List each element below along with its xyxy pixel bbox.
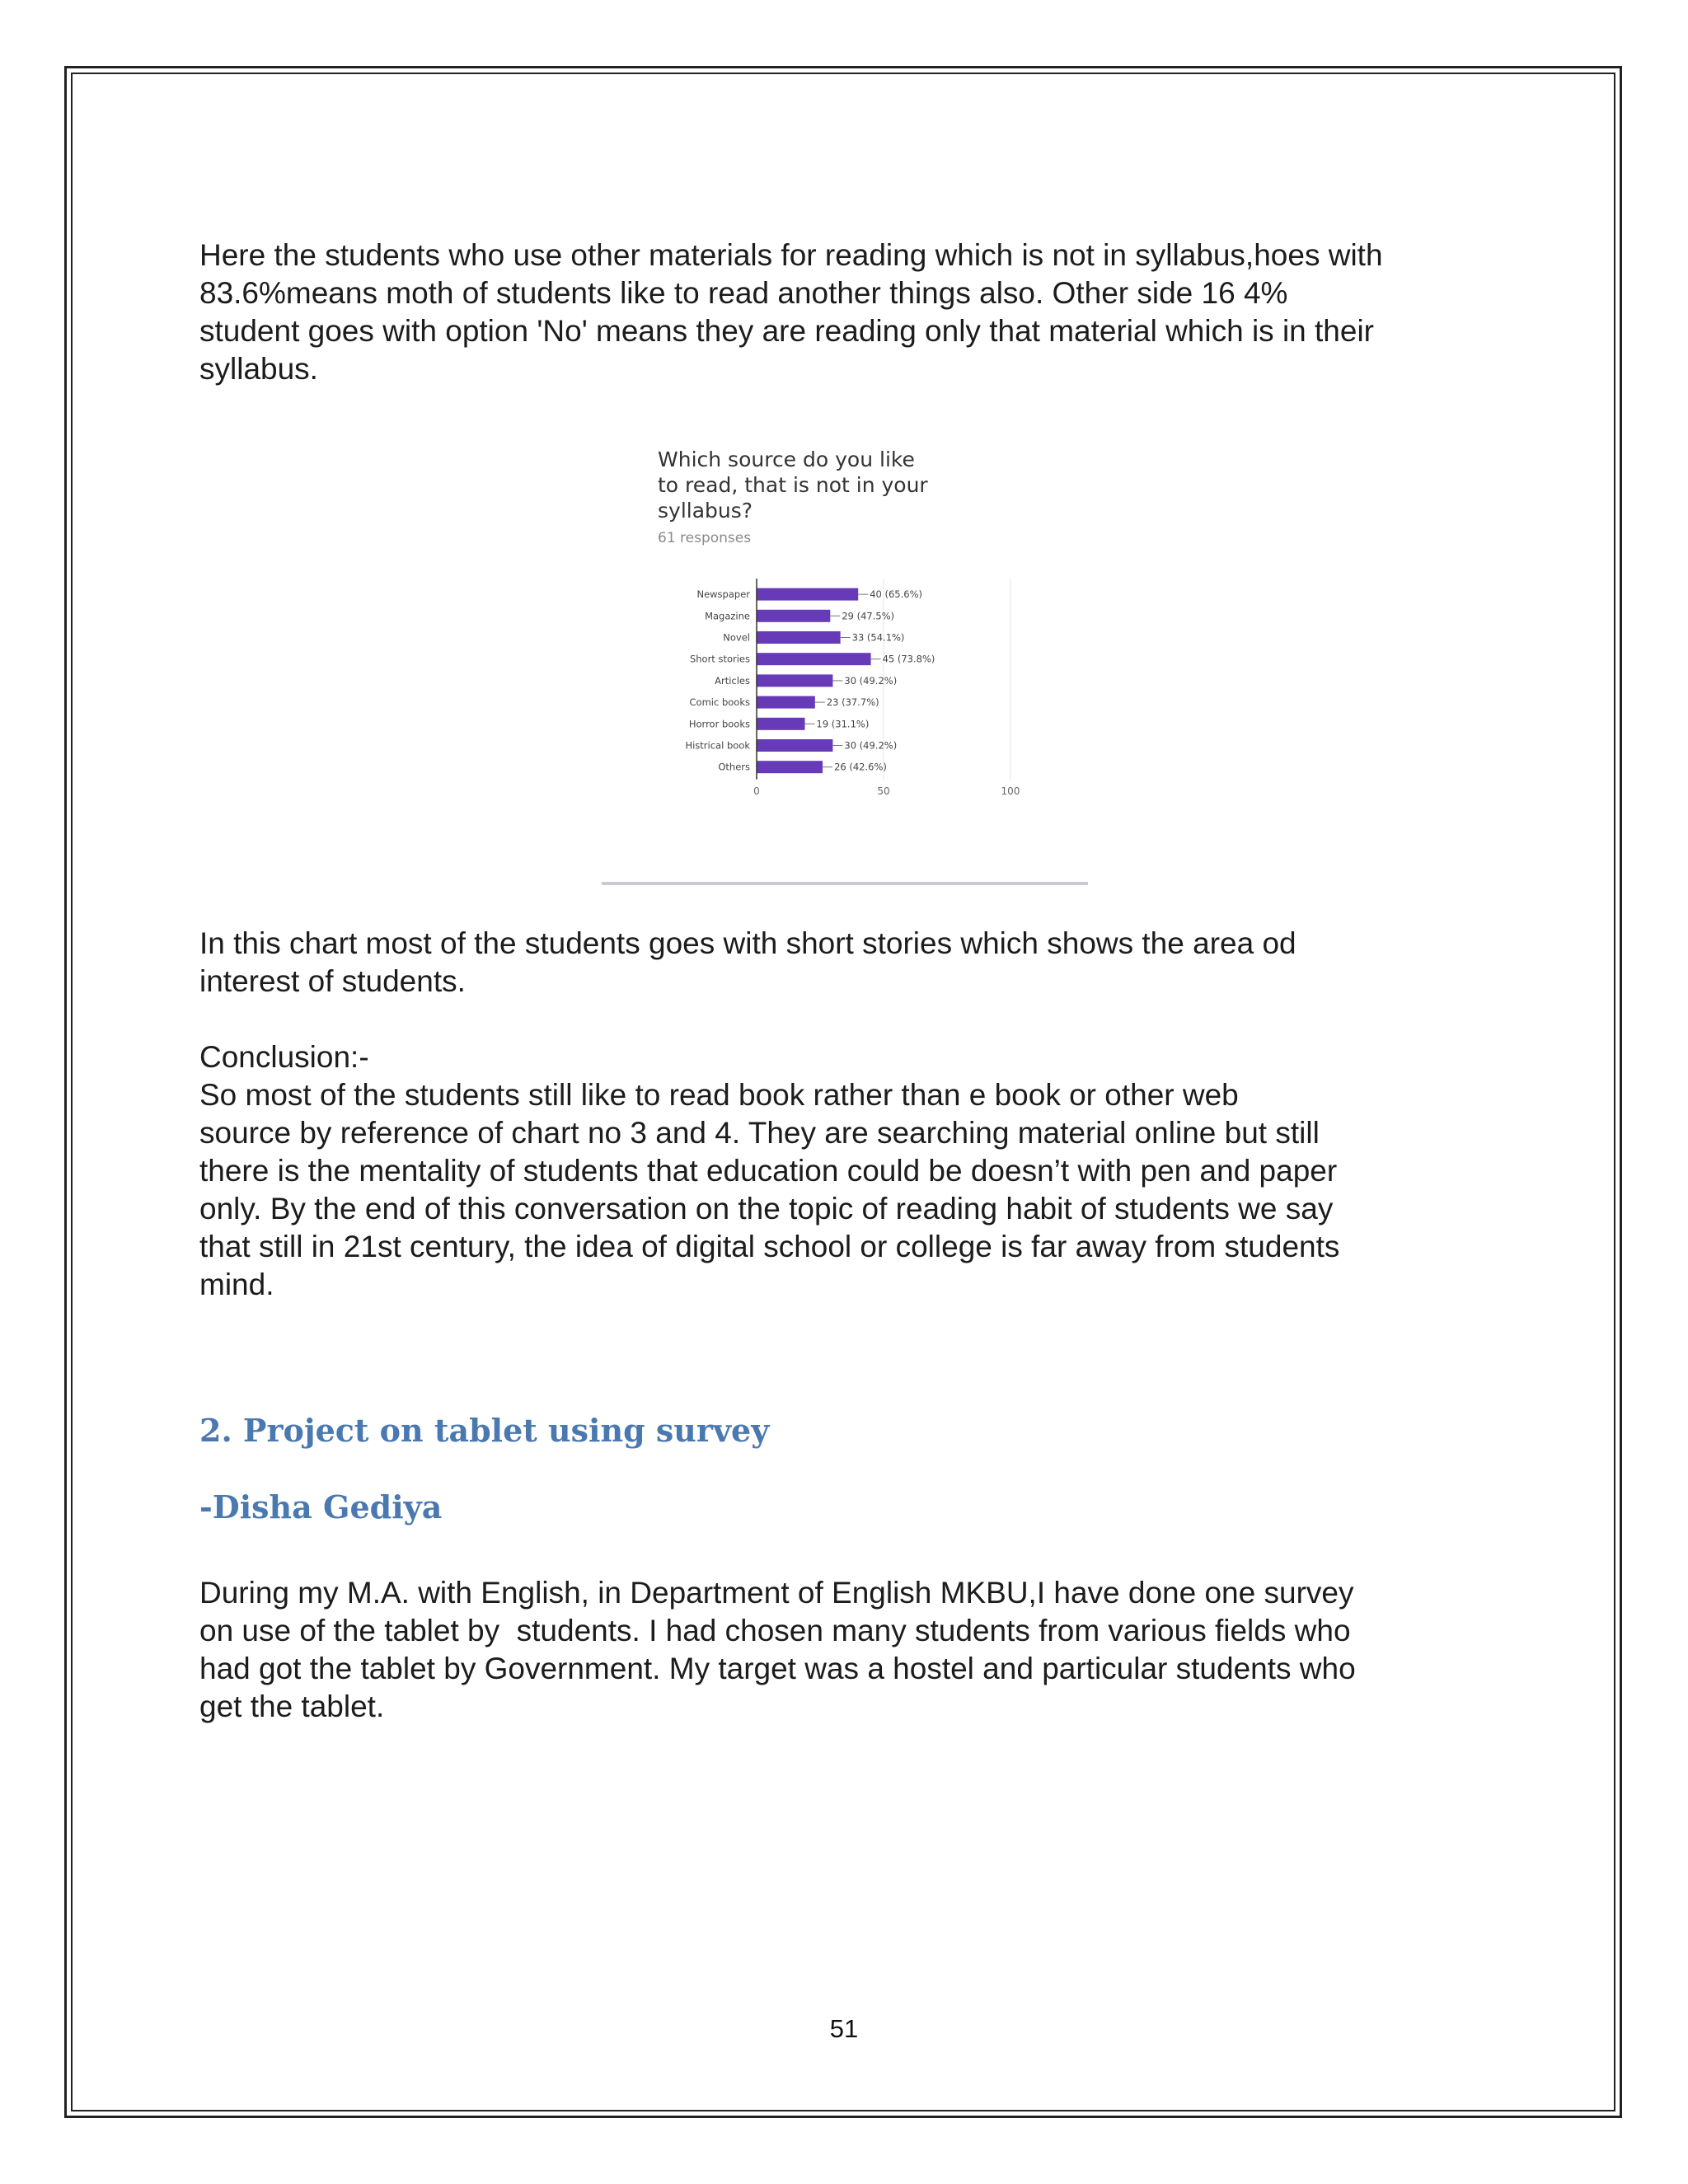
bar <box>757 761 823 773</box>
category-label: Novel <box>723 631 750 644</box>
text-line: source by reference of chart no 3 and 4. They are searching material online but still <box>199 1116 1320 1150</box>
category-label: Magazine <box>705 610 750 622</box>
category-label: Newspaper <box>696 588 750 601</box>
category-label: Articles <box>715 674 750 687</box>
category-label: Short stories <box>689 653 750 665</box>
chart-divider <box>602 882 1088 885</box>
data-label: 29 (47.5%) <box>842 610 895 622</box>
text-line: interest of students. <box>199 964 466 998</box>
data-label: 26 (42.6%) <box>834 761 887 773</box>
category-label: Comic books <box>689 696 750 709</box>
text-line: In this chart most of the students goes with short stories which shows the area od <box>199 926 1296 960</box>
bar <box>757 674 832 687</box>
data-label: 23 (37.7%) <box>826 696 879 709</box>
text-line: mind. <box>199 1268 274 1301</box>
text-line: there is the mentality of students that education could be doesn’t with pen and paper <box>199 1154 1338 1188</box>
intro-paragraph <box>199 237 1502 388</box>
bar-chart-svg <box>602 438 1088 875</box>
text-line: on use of the tablet by students. I had chosen many students from various fields who <box>199 1614 1351 1647</box>
section-heading: 2. Project on tablet using survey <box>199 1412 770 1449</box>
chart-title-line: syllabus? <box>658 499 753 523</box>
data-label: 33 (54.1%) <box>851 631 905 644</box>
text-line: 83.6%means moth of students like to read another things also. Other side 16 4% <box>199 276 1288 310</box>
bar <box>757 739 832 752</box>
category-label: Others <box>718 761 750 773</box>
bar <box>757 631 841 644</box>
category-label: Horror books <box>688 718 750 730</box>
x-tick-label: 50 <box>877 785 890 797</box>
chart-paragraph <box>199 925 1502 1001</box>
page-number: 51 <box>829 2014 859 2043</box>
chart-responses-count: 61 responses <box>658 530 752 546</box>
conclusion-title: Conclusion:- <box>199 1040 369 1074</box>
survey-chart <box>602 438 1088 885</box>
data-label: 30 (49.2%) <box>844 674 898 687</box>
text-line: syllabus. <box>199 352 318 386</box>
data-label: 45 (73.8%) <box>882 653 935 665</box>
bar <box>757 696 815 709</box>
category-label: Histrical book <box>685 739 750 752</box>
text-line: had got the tablet by Government. My target was a hostel and particular students who <box>199 1652 1356 1685</box>
data-label: 19 (31.1%) <box>816 718 870 730</box>
data-label: 40 (65.6%) <box>870 588 922 601</box>
text-line: get the tablet. <box>199 1690 385 1723</box>
text-line: student goes with option 'No' means they are reading only that material which is in their <box>199 314 1375 348</box>
x-tick-label: 0 <box>753 785 760 797</box>
chart-title-line: Which source do you like <box>658 448 915 471</box>
bar <box>757 610 830 622</box>
text-line: only. By the end of this conversation on the topic of reading habit of students we say <box>199 1192 1334 1226</box>
text-line: So most of the students still like to read book rather than e book or other web <box>199 1078 1239 1112</box>
survey-paragraph <box>199 1574 1502 1726</box>
text-line: that still in 21st century, the idea of digital school or college is far away from students <box>199 1230 1340 1263</box>
x-tick-label: 100 <box>1001 785 1020 797</box>
conclusion-paragraph <box>199 1038 1502 1304</box>
bar <box>757 653 871 665</box>
text-line: Here the students who use other materials for reading which is not in syllabus,hoes with <box>199 238 1383 272</box>
author-heading: -Disha Gediya <box>199 1488 443 1526</box>
data-label: 30 (49.2%) <box>844 739 898 752</box>
bar <box>757 588 858 601</box>
text-line: During my M.A. with English, in Department of English MKBU,I have done one survey <box>199 1576 1354 1610</box>
chart-title-line: to read, that is not in your <box>658 473 928 497</box>
bar <box>757 718 805 730</box>
